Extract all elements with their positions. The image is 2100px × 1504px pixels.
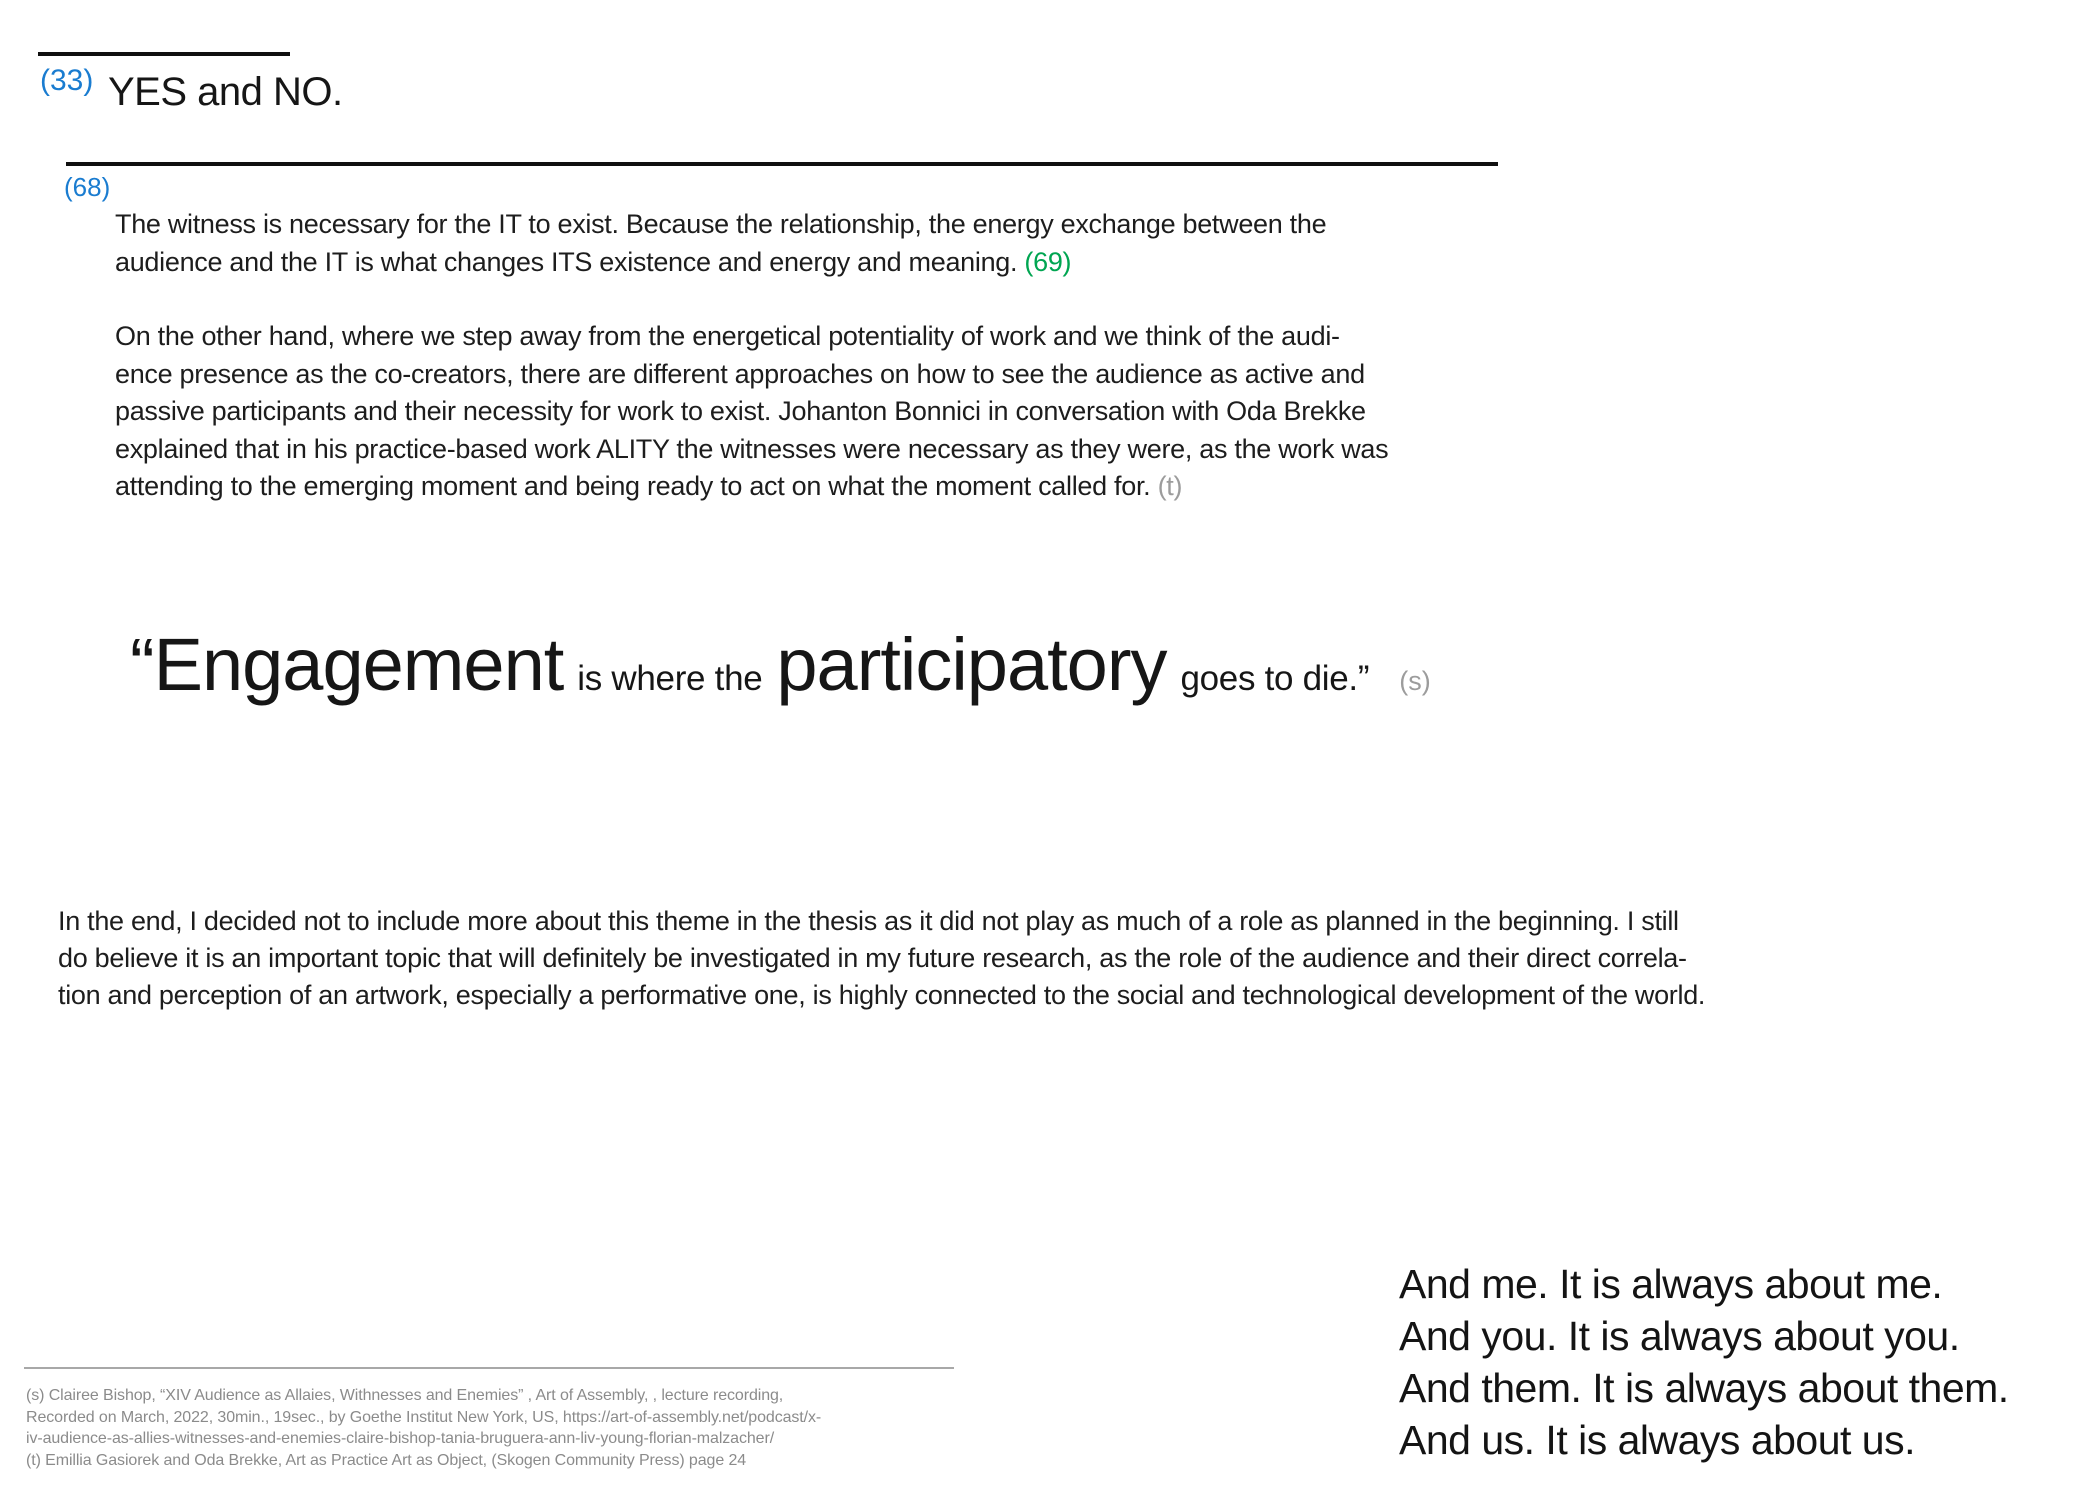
paragraph-text: attending to the emerging moment and being ready to act on what the moment called for. [115,471,1151,501]
page-title: YES and NO. [108,70,343,114]
footnote-line: Recorded on March, 2022, 30min., 19sec., by Goethe Institut New York, US, https://art-of-assembly.net/podcast/x- [26,1408,822,1426]
title-top-rule [38,52,290,56]
refrain-line: And you. It is always about you. [1399,1313,1960,1359]
page-marker: (33) [40,64,94,97]
footnote-line: (s) Clairee Bishop, “XIV Audience as Allaies, Withnesses and Enemies” , Art of Assembly, , lecture recording, [26,1387,784,1404]
paragraph-line: do believe it is an important topic that will definitely be investigated in my future research, as the role of the audience and their direct correla- [58,943,1687,973]
footnote-line: iv-audience-as-allies-witnesses-and-enemies-claire-bishop-tania-bruguera-ann-liv-young-florian-malzacher/ [26,1430,775,1447]
paragraph-line: passive participants and their necessity for work to exist. Johanton Bonnici in conversation with Oda Brekke [115,396,1366,426]
refrain-line: And us. It is always about us. [1399,1417,1915,1463]
quote-tail: goes to die.” [1180,659,1370,698]
paragraph-line: In the end, I decided not to include more about this theme in the thesis as it did not play as much of a role as planned in the beginning. I still [58,906,1679,936]
citation-gray: (t) [1157,471,1183,501]
paragraph-line: ence presence as the co-creators, there are different approaches on how to see the audience as active and [115,358,1365,389]
quote-citation: (s) [1399,666,1431,696]
refrain-line: And me. It is always about me. [1399,1261,1943,1307]
footnote-line: (t) Emillia Gasiorek and Oda Brekke, Art as Practice Art as Object, (Skogen Community Press) page 24 [26,1451,747,1469]
paragraph-line [115,468,1388,506]
footnotes [26,1385,821,1471]
body-paragraph-2 [115,318,1388,506]
body-paragraph-1 [115,205,1326,281]
section-marker: (68) [64,172,111,202]
paragraph-line: explained that in his practice-based work ALITY the witnesses were necessary as they were, as the work was [115,433,1389,464]
paragraph-text: audience and the IT is what changes ITS existence and energy and meaning. [115,247,1018,277]
quote-emphasis: participatory [776,623,1167,706]
paragraph-line [115,243,1326,281]
paragraph-line: tion and perception of an artwork, especially a performative one, is highly connected to the social and technological development of the world. [58,980,1706,1010]
paragraph-line: The witness is necessary for the IT to exist. Because the relationship, the energy exchange between the [115,209,1327,239]
section-rule [66,162,1498,166]
paragraph-line: On the other hand, where we step away from the energetical potentiality of work and we think of the audi- [115,321,1340,351]
pull-quote [130,622,1431,707]
refrain-line: And them. It is always about them. [1399,1365,2009,1411]
quote-mid: is where the [577,659,763,698]
footnote-rule [24,1367,954,1369]
body-paragraph-3 [58,903,1705,1014]
refrain-block [1399,1258,2009,1466]
quote-lead: “Engagement [130,623,564,706]
citation-green: (69) [1024,247,1072,277]
